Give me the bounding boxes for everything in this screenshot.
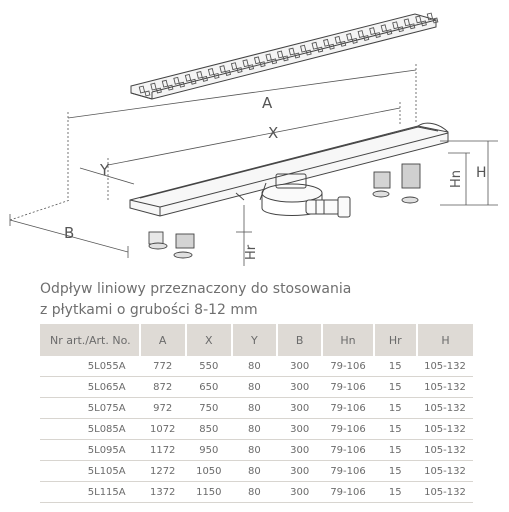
cell-b: 300	[277, 440, 323, 461]
cell-art-no: 5L085A	[40, 419, 140, 440]
cell-art-no: 5L115A	[40, 482, 140, 503]
header-x: X	[186, 324, 232, 356]
dim-label-a: A	[262, 94, 273, 112]
table-row	[40, 461, 473, 482]
cell-b: 300	[277, 377, 323, 398]
dim-label-h: H	[476, 165, 487, 181]
cell-hr: 15	[374, 440, 417, 461]
dim-label-hn: Hn	[449, 169, 464, 188]
cell-x: 550	[186, 356, 232, 377]
product-description	[40, 279, 480, 321]
cell-a: 972	[140, 398, 186, 419]
cell-hr: 15	[374, 377, 417, 398]
table-row	[40, 356, 473, 377]
cell-b: 300	[277, 419, 323, 440]
dim-label-hr: Hr	[244, 244, 259, 260]
cell-hr: 15	[374, 398, 417, 419]
dim-label-x: X	[268, 124, 279, 142]
cell-h: 105-132	[417, 377, 473, 398]
table-header-row	[40, 324, 473, 356]
drain-grate	[131, 13, 438, 99]
cell-hn: 79-106	[322, 482, 373, 503]
cell-b: 300	[277, 482, 323, 503]
table-row	[40, 419, 473, 440]
cell-y: 80	[232, 482, 277, 503]
header-hn: Hn	[322, 324, 373, 356]
header-h: H	[417, 324, 473, 356]
cell-x: 1150	[186, 482, 232, 503]
cell-art-no: 5L095A	[40, 440, 140, 461]
cell-a: 1272	[140, 461, 186, 482]
cell-h: 105-132	[417, 440, 473, 461]
cell-art-no: 5L065A	[40, 377, 140, 398]
cell-art-no: 5L105A	[40, 461, 140, 482]
dim-label-y: Y	[100, 161, 110, 179]
cell-hn: 79-106	[322, 377, 373, 398]
cell-b: 300	[277, 356, 323, 377]
description-line-1: Odpływ liniowy przeznaczony do stosowania	[40, 281, 352, 297]
cell-b: 300	[277, 398, 323, 419]
header-a: A	[140, 324, 186, 356]
cell-h: 105-132	[417, 356, 473, 377]
table-row	[40, 377, 473, 398]
cell-hr: 15	[374, 482, 417, 503]
cell-x: 750	[186, 398, 232, 419]
cell-h: 105-132	[417, 419, 473, 440]
cell-a: 1372	[140, 482, 186, 503]
cell-hn: 79-106	[322, 356, 373, 377]
header-b: B	[277, 324, 323, 356]
dim-label-b: B	[64, 224, 75, 242]
header-art-no: Nr art./Art. No.	[40, 324, 140, 356]
cell-h: 105-132	[417, 482, 473, 503]
cell-x: 850	[186, 419, 232, 440]
cell-y: 80	[232, 461, 277, 482]
cell-hn: 79-106	[322, 461, 373, 482]
cell-y: 80	[232, 419, 277, 440]
table-row	[40, 440, 473, 461]
cell-a: 872	[140, 377, 186, 398]
cell-hr: 15	[374, 356, 417, 377]
cell-y: 80	[232, 398, 277, 419]
description-line-2: z płytkami o grubości 8-12 mm	[40, 302, 258, 318]
cell-y: 80	[232, 356, 277, 377]
cell-x: 950	[186, 440, 232, 461]
cell-y: 80	[232, 377, 277, 398]
cell-a: 1172	[140, 440, 186, 461]
cell-art-no: 5L075A	[40, 398, 140, 419]
cell-hr: 15	[374, 461, 417, 482]
cell-x: 1050	[186, 461, 232, 482]
cell-hn: 79-106	[322, 398, 373, 419]
dimension-lines	[10, 64, 498, 266]
cell-hn: 79-106	[322, 419, 373, 440]
header-hr: Hr	[374, 324, 417, 356]
cell-x: 650	[186, 377, 232, 398]
cell-hr: 15	[374, 419, 417, 440]
cell-h: 105-132	[417, 398, 473, 419]
cell-y: 80	[232, 440, 277, 461]
table-row	[40, 482, 473, 503]
dimensions-table	[40, 324, 473, 503]
cell-art-no: 5L055A	[40, 356, 140, 377]
cell-a: 772	[140, 356, 186, 377]
cell-a: 1072	[140, 419, 186, 440]
cell-hn: 79-106	[322, 440, 373, 461]
cell-h: 105-132	[417, 461, 473, 482]
cell-b: 300	[277, 461, 323, 482]
table-row	[40, 398, 473, 419]
header-y: Y	[232, 324, 277, 356]
